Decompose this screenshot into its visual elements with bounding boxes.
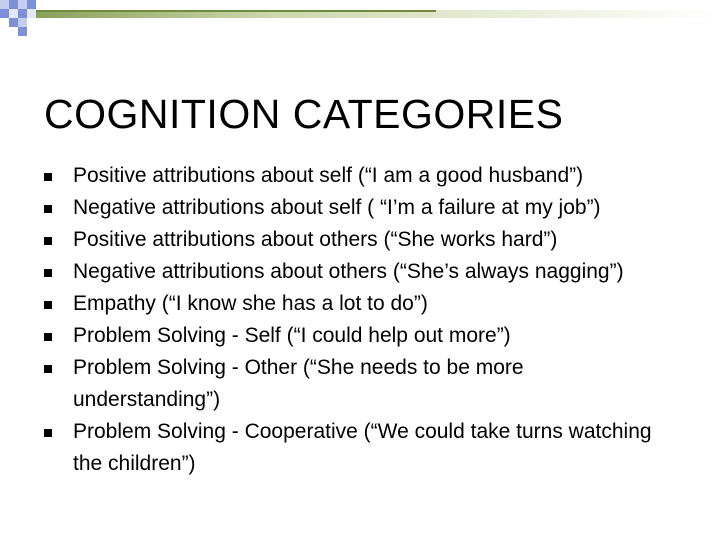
- bullet-item: [44, 192, 673, 224]
- decoration-square: [9, 18, 18, 27]
- square-bullet-icon: [44, 173, 52, 181]
- slide-title: COGNITION CATEGORIES: [44, 91, 564, 137]
- bullet-text: Problem Solving - Other (“She needs to be more understanding”): [73, 356, 524, 411]
- decoration-square: [9, 9, 18, 18]
- bullet-item: [44, 416, 673, 480]
- decoration-square: [18, 9, 27, 18]
- bullet-text: Problem Solving - Self (“I could help out more”): [73, 324, 511, 347]
- decoration-stripe-line: [36, 10, 436, 12]
- bullet-text: Negative attributions about self ( “I’m a failure at my job”): [73, 196, 601, 219]
- square-bullet-icon: [44, 333, 52, 341]
- bullet-item: [44, 256, 673, 288]
- slide-corner-decoration: [0, 0, 720, 40]
- bullet-text: Empathy (“I know she has a lot to do”): [73, 292, 428, 315]
- square-bullet-icon: [44, 269, 52, 277]
- bullet-text: Negative attributions about others (“She’s always nagging”): [73, 260, 624, 283]
- bullet-item: [44, 288, 673, 320]
- decoration-square: [9, 0, 18, 9]
- decoration-square: [0, 9, 9, 18]
- decoration-square: [27, 9, 36, 18]
- square-bullet-icon: [44, 205, 52, 213]
- bullet-text: Positive attributions about others (“She works hard”): [73, 228, 558, 251]
- square-bullet-icon: [44, 429, 52, 437]
- bullet-item: [44, 160, 673, 192]
- bullet-item: [44, 224, 673, 256]
- square-bullet-icon: [44, 237, 52, 245]
- bullet-list: [44, 160, 704, 480]
- decoration-square: [0, 0, 9, 9]
- bullet-text: Positive attributions about self (“I am a good husband”): [73, 164, 584, 187]
- square-bullet-icon: [44, 301, 52, 309]
- bullet-text: Problem Solving - Cooperative (“We could take turns watching the children”): [73, 420, 652, 475]
- bullet-item: [44, 320, 673, 352]
- bullet-item: [44, 352, 673, 416]
- decoration-square: [27, 0, 36, 9]
- square-bullet-icon: [44, 365, 52, 373]
- decoration-square: [18, 0, 27, 9]
- decoration-square: [18, 27, 27, 36]
- decoration-square: [18, 18, 27, 27]
